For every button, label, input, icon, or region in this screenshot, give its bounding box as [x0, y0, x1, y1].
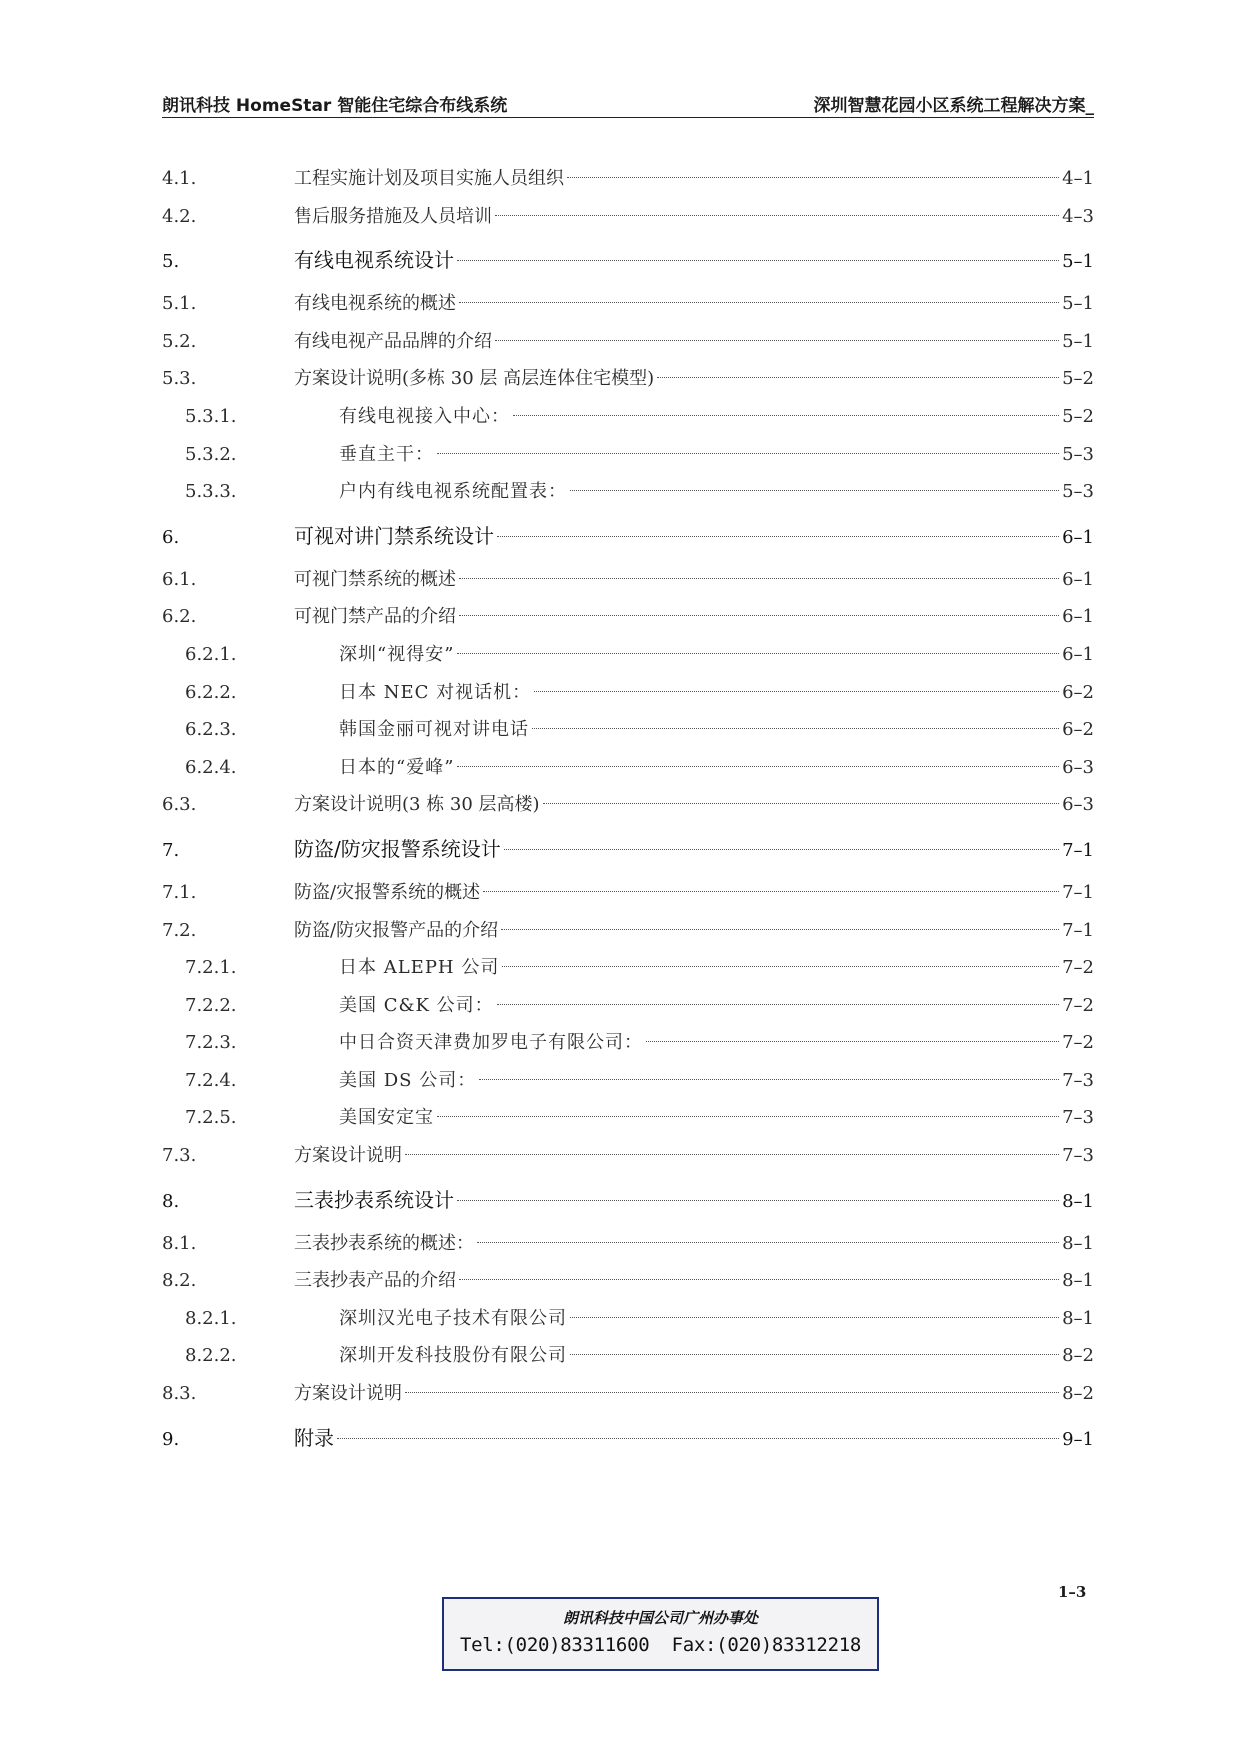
toc-dot-leader: [570, 1354, 1059, 1355]
toc-entry-page: 7–2: [1062, 1032, 1094, 1054]
toc-entry[interactable]: [162, 987, 1094, 1025]
toc-dot-leader: [532, 728, 1059, 729]
toc-entry-number: 8.3.: [162, 1383, 197, 1405]
toc-dot-leader: [495, 215, 1059, 216]
toc-entry[interactable]: [162, 1262, 1094, 1300]
toc-entry[interactable]: [162, 1024, 1094, 1062]
toc-entry-title: 户内有线电视系统配置表：: [339, 481, 567, 503]
toc-dot-leader: [405, 1154, 1059, 1155]
toc-entry[interactable]: [162, 598, 1094, 636]
toc-entry-page: 9–1: [1062, 1428, 1094, 1450]
toc-entry-title: 防盗/防灾报警系统设计: [294, 836, 501, 861]
toc-entry-title: 美国 C&K 公司：: [339, 994, 494, 1016]
toc-entry-title: 日本的“爱峰”: [339, 756, 455, 778]
toc-dot-leader: [497, 536, 1059, 537]
toc-dot-leader: [405, 1392, 1059, 1393]
toc-entry-title: 方案设计说明: [294, 1383, 402, 1405]
toc-entry-page: 5–1: [1062, 293, 1094, 315]
toc-entry-number: 9.: [162, 1428, 180, 1450]
toc-dot-leader: [567, 177, 1059, 178]
toc-dot-leader: [501, 929, 1059, 930]
toc-entry-number: 5.3.1.: [185, 405, 237, 427]
toc-entry-title: 防盗/防灾报警产品的介绍: [294, 919, 499, 941]
toc-dot-leader: [477, 1242, 1059, 1243]
toc-entry[interactable]: [162, 711, 1094, 749]
toc-entry[interactable]: [162, 511, 1094, 561]
toc-entry-page: 7–1: [1062, 839, 1094, 861]
toc-dot-leader: [437, 453, 1059, 454]
toc-entry-number: 7.2.3.: [185, 1032, 237, 1054]
toc-entry-number: 7.3.: [162, 1145, 197, 1167]
toc-entry[interactable]: [162, 824, 1094, 874]
toc-entry-number: 5.3.3.: [185, 481, 237, 503]
toc-entry-page: 5–3: [1062, 443, 1094, 465]
toc-entry-title: 垂直主干：: [339, 443, 434, 465]
toc-entry[interactable]: [162, 473, 1094, 511]
toc-entry-number: 5.3.: [162, 368, 197, 390]
toc-entry-number: 8.2.1.: [185, 1307, 237, 1329]
header-right-title: 深圳智慧花园小区系统工程解决方案_: [813, 96, 1094, 116]
toc-entry-page: 8–1: [1062, 1270, 1094, 1292]
toc-dot-leader: [457, 653, 1059, 654]
toc-entry-title: 附录: [294, 1425, 334, 1450]
toc-entry-page: 6–3: [1062, 756, 1094, 778]
toc-dot-leader: [513, 415, 1059, 416]
toc-dot-leader: [646, 1041, 1059, 1042]
toc-entry[interactable]: [162, 1099, 1094, 1137]
toc-entry-title: 美国 DS 公司：: [339, 1069, 477, 1091]
toc-entry-number: 7.2.5.: [185, 1107, 237, 1129]
toc-dot-leader: [457, 1200, 1059, 1201]
toc-dot-leader: [437, 1116, 1059, 1117]
page-header: [162, 90, 1094, 116]
toc-entry-number: 6.2.1.: [185, 643, 237, 665]
toc-entry[interactable]: [162, 949, 1094, 987]
toc-entry-page: 5–2: [1062, 405, 1094, 427]
toc-entry[interactable]: [162, 1300, 1094, 1338]
toc-dot-leader: [495, 340, 1059, 341]
toc-entry-title: 韩国金丽可视对讲电话: [339, 719, 529, 741]
toc-entry[interactable]: [162, 1225, 1094, 1263]
toc-entry-page: 8–1: [1062, 1190, 1094, 1212]
toc-dot-leader: [459, 302, 1059, 303]
toc-dot-leader: [657, 377, 1059, 378]
toc-dot-leader: [570, 490, 1059, 491]
toc-entry-page: 5–1: [1062, 330, 1094, 352]
toc-entry-page: 5–3: [1062, 481, 1094, 503]
toc-dot-leader: [534, 691, 1059, 692]
toc-entry[interactable]: [162, 1337, 1094, 1375]
toc-entry-number: 6.2.3.: [185, 719, 237, 741]
toc-entry-number: 8.1.: [162, 1232, 197, 1254]
toc-entry-page: 5–1: [1062, 251, 1094, 273]
table-of-contents: [162, 160, 1094, 1463]
toc-entry-page: 7–1: [1062, 881, 1094, 903]
toc-entry-page: 8–2: [1062, 1383, 1094, 1405]
toc-dot-leader: [459, 615, 1059, 616]
toc-entry-page: 6–2: [1062, 719, 1094, 741]
toc-entry-number: 8.2.: [162, 1270, 197, 1292]
toc-entry-title: 方案设计说明(3 栋 30 层高楼): [294, 794, 540, 816]
toc-dot-leader: [502, 966, 1059, 967]
toc-entry[interactable]: [162, 674, 1094, 712]
toc-dot-leader: [337, 1438, 1059, 1439]
toc-entry-page: 8–2: [1062, 1345, 1094, 1367]
page-number: 1–3: [1058, 1583, 1087, 1601]
toc-entry-number: 8.: [162, 1190, 180, 1212]
toc-entry-title: 可视门禁产品的介绍: [294, 606, 456, 628]
toc-entry-number: 7.2.2.: [185, 994, 237, 1016]
toc-entry-number: 6.1.: [162, 568, 197, 590]
toc-entry[interactable]: [162, 436, 1094, 474]
toc-entry-title: 三表抄表产品的介绍: [294, 1270, 456, 1292]
toc-dot-leader: [497, 1004, 1059, 1005]
toc-entry-number: 4.2.: [162, 205, 197, 227]
toc-entry-page: 7–1: [1062, 919, 1094, 941]
toc-entry-page: 6–1: [1062, 643, 1094, 665]
toc-entry-number: 5.3.2.: [185, 443, 237, 465]
toc-entry[interactable]: [162, 561, 1094, 599]
toc-entry-number: 5.: [162, 251, 180, 273]
toc-entry-number: 6.: [162, 526, 180, 548]
toc-entry-page: 6–2: [1062, 681, 1094, 703]
toc-entry-title: 有线电视产品品牌的介绍: [294, 330, 492, 352]
toc-dot-leader: [543, 803, 1060, 804]
toc-entry-page: 6–3: [1062, 794, 1094, 816]
toc-entry[interactable]: [162, 398, 1094, 436]
toc-entry[interactable]: [162, 912, 1094, 950]
toc-entry[interactable]: [162, 874, 1094, 912]
toc-entry-number: 5.1.: [162, 293, 197, 315]
toc-entry-title: 方案设计说明: [294, 1145, 402, 1167]
toc-entry-page: 6–1: [1062, 568, 1094, 590]
toc-entry-title: 防盗/灾报警系统的概述: [294, 881, 481, 903]
toc-dot-leader: [483, 891, 1059, 892]
toc-entry-number: 7.: [162, 839, 180, 861]
toc-entry-title: 日本 ALEPH 公司: [339, 957, 500, 979]
toc-entry-number: 6.2.: [162, 606, 197, 628]
toc-entry-title: 中日合资天津费加罗电子有限公司：: [339, 1032, 643, 1054]
toc-entry[interactable]: [162, 636, 1094, 674]
header-left-title: 朗讯科技 HomeStar 智能住宅综合布线系统: [162, 96, 508, 116]
toc-entry[interactable]: [162, 285, 1094, 323]
footer-contact-line: Tel:(020)83311600 Fax:(020)83312218: [459, 1634, 861, 1656]
toc-entry[interactable]: [162, 1137, 1094, 1175]
toc-entry-number: 6.2.4.: [185, 756, 237, 778]
toc-entry[interactable]: [162, 198, 1094, 236]
toc-entry-title: 美国安定宝: [339, 1107, 434, 1129]
toc-dot-leader: [457, 260, 1059, 261]
toc-entry-title: 工程实施计划及项目实施人员组织: [294, 168, 564, 189]
toc-entry-page: 6–1: [1062, 606, 1094, 628]
toc-entry-page: 7–2: [1062, 994, 1094, 1016]
toc-entry-number: 8.2.2.: [185, 1345, 237, 1367]
toc-dot-leader: [504, 849, 1059, 850]
toc-entry[interactable]: [162, 323, 1094, 361]
toc-entry-page: 8–1: [1062, 1307, 1094, 1329]
toc-entry-number: 7.2.: [162, 919, 197, 941]
toc-entry-page: 7–3: [1062, 1145, 1094, 1167]
toc-entry-page: 6–1: [1062, 526, 1094, 548]
toc-entry[interactable]: [162, 1375, 1094, 1413]
toc-dot-leader: [570, 1317, 1059, 1318]
footer-organization: 朗讯科技中国公司广州办事处: [562, 1609, 758, 1627]
toc-entry-title: 有线电视系统设计: [294, 248, 454, 273]
toc-entry-title: 售后服务措施及人员培训: [294, 205, 492, 227]
toc-entry-page: 4–1: [1062, 168, 1094, 189]
toc-entry-page: 7–3: [1062, 1107, 1094, 1129]
toc-entry-number: 6.3.: [162, 794, 197, 816]
toc-dot-leader: [457, 766, 1059, 767]
toc-dot-leader: [459, 578, 1059, 579]
toc-entry-number: 7.2.4.: [185, 1069, 237, 1091]
toc-entry-title: 日本 NEC 对视话机：: [339, 681, 532, 703]
toc-entry-number: 4.1.: [162, 168, 197, 189]
toc-entry-title: 深圳开发科技股份有限公司: [339, 1345, 567, 1367]
toc-entry-title: 可视门禁系统的概述: [294, 568, 456, 590]
toc-entry[interactable]: [162, 1062, 1094, 1100]
footer-contact-box: [442, 1597, 879, 1671]
toc-entry-title: 有线电视系统的概述: [294, 293, 456, 315]
toc-entry-title: 深圳“视得安”: [339, 643, 455, 665]
toc-entry-page: 7–2: [1062, 957, 1094, 979]
toc-entry[interactable]: [162, 160, 1094, 198]
toc-entry-title: 三表抄表系统的概述：: [294, 1232, 474, 1254]
toc-entry-page: 4–3: [1062, 205, 1094, 227]
toc-entry[interactable]: [162, 786, 1094, 824]
toc-entry[interactable]: [162, 360, 1094, 398]
toc-entry-page: 8–1: [1062, 1232, 1094, 1254]
toc-entry-title: 可视对讲门禁系统设计: [294, 523, 494, 548]
toc-entry-page: 7–3: [1062, 1069, 1094, 1091]
toc-entry-title: 三表抄表系统设计: [294, 1187, 454, 1212]
toc-entry-title: 深圳汉光电子技术有限公司: [339, 1307, 567, 1329]
toc-entry[interactable]: [162, 1413, 1094, 1463]
toc-dot-leader: [479, 1079, 1059, 1080]
toc-entry-number: 7.1.: [162, 881, 197, 903]
toc-entry[interactable]: [162, 1175, 1094, 1225]
header-divider: [162, 117, 1094, 118]
toc-entry-title: 有线电视接入中心：: [339, 405, 510, 427]
toc-dot-leader: [459, 1279, 1059, 1280]
toc-entry-title: 方案设计说明(多栋 30 层 高层连体住宅模型): [294, 368, 655, 390]
toc-entry[interactable]: [162, 235, 1094, 285]
toc-entry-number: 7.2.1.: [185, 957, 237, 979]
toc-entry-number: 5.2.: [162, 330, 197, 352]
toc-entry-number: 6.2.2.: [185, 681, 237, 703]
toc-entry[interactable]: [162, 749, 1094, 787]
toc-entry-page: 5–2: [1062, 368, 1094, 390]
